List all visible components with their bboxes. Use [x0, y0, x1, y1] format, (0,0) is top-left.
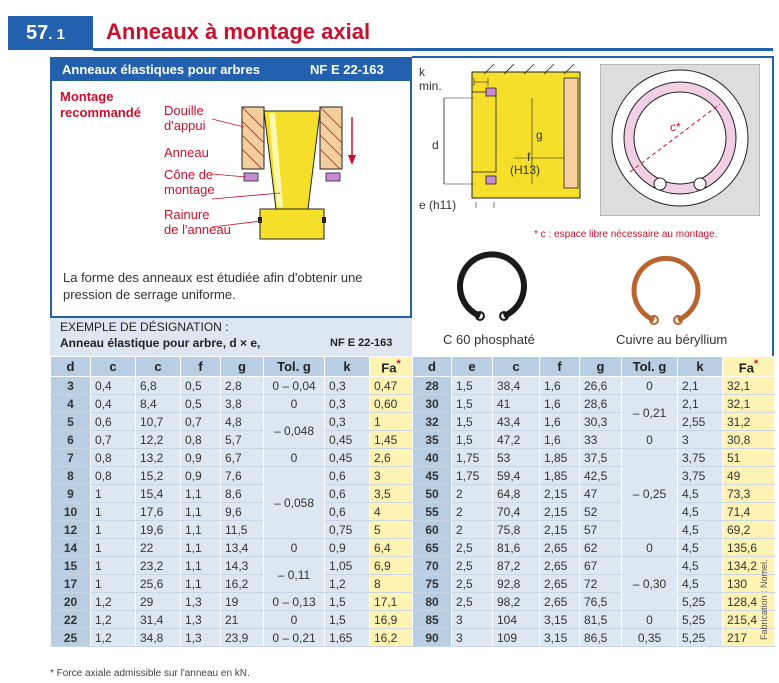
- cell-d: 9: [51, 485, 91, 503]
- cell-c2: 29: [136, 593, 181, 611]
- cell-e: 2,5: [452, 575, 493, 593]
- cell-f: 2,65: [540, 575, 580, 593]
- cell-c: 47,2: [493, 431, 540, 449]
- cell-d: 8: [51, 467, 91, 485]
- cell-c: 0,8: [91, 449, 136, 467]
- cell-g: 81,5: [580, 611, 622, 629]
- cell-g: 5,7: [221, 431, 264, 449]
- cell-f: 1,6: [540, 413, 580, 431]
- cell-f: 1,85: [540, 467, 580, 485]
- cell-k: 0,3: [325, 377, 370, 395]
- label-anneau: Anneau: [164, 145, 209, 160]
- label-rainure: Rainure de l'anneau: [164, 207, 231, 237]
- cell-c: 1: [91, 557, 136, 575]
- cell-f: 1,1: [181, 539, 221, 557]
- cell-f: 0,8: [181, 431, 221, 449]
- cell-c2: 13,2: [136, 449, 181, 467]
- label-min: min.: [419, 79, 442, 93]
- cell-k: 0,75: [325, 521, 370, 539]
- montage-title: Montage recommandé: [60, 89, 141, 120]
- cell-c2: 12,2: [136, 431, 181, 449]
- cell-e: 1,75: [452, 467, 493, 485]
- cell-c: 1,2: [91, 593, 136, 611]
- cell-f: 1,1: [181, 521, 221, 539]
- cell-f: 1,3: [181, 611, 221, 629]
- cell-c: 92,8: [493, 575, 540, 593]
- cell-tol-g: 0: [622, 377, 678, 395]
- cell-c: 43,4: [493, 413, 540, 431]
- cell-c: 87,2: [493, 557, 540, 575]
- cell-d: 32: [413, 413, 452, 431]
- cell-fa: 32,1: [723, 395, 775, 413]
- cell-fa: 16,2: [370, 629, 413, 647]
- montage-drawing: [212, 97, 362, 245]
- table-row: [51, 539, 775, 557]
- cell-f: 1,1: [181, 557, 221, 575]
- cell-f: 0,5: [181, 377, 221, 395]
- cell-c2: 10,7: [136, 413, 181, 431]
- cell-e: 1,5: [452, 413, 493, 431]
- cell-g: 72: [580, 575, 622, 593]
- cell-g: 13,4: [221, 539, 264, 557]
- cell-c: 1: [91, 575, 136, 593]
- cell-c2: 17,6: [136, 503, 181, 521]
- cell-tol-g: – 0,30: [622, 557, 678, 611]
- cell-c: 75,8: [493, 521, 540, 539]
- cell-c: 1,2: [91, 611, 136, 629]
- cell-c2: 15,4: [136, 485, 181, 503]
- cell-k: 4,5: [678, 539, 723, 557]
- cell-c2: 23,2: [136, 557, 181, 575]
- cell-fa: 69,2: [723, 521, 775, 539]
- cell-c: 98,2: [493, 593, 540, 611]
- cell-d: 75: [413, 575, 452, 593]
- cell-g: 33: [580, 431, 622, 449]
- cell-c: 70,4: [493, 503, 540, 521]
- cell-k: 1,5: [325, 593, 370, 611]
- ring-phosphate-caption: C 60 phosphaté: [443, 332, 535, 347]
- label-cone: Cône de montage: [164, 167, 215, 197]
- cell-tol-g: – 0,058: [264, 467, 325, 539]
- page-title: Anneaux à montage axial: [106, 19, 371, 44]
- cell-fa: 4: [370, 503, 413, 521]
- cell-g: 52: [580, 503, 622, 521]
- cell-fa: 6,9: [370, 557, 413, 575]
- cell-d: 80: [413, 593, 452, 611]
- cell-e: 1,5: [452, 431, 493, 449]
- cell-c2: 22: [136, 539, 181, 557]
- cell-g: 4,8: [221, 413, 264, 431]
- cell-d: 70: [413, 557, 452, 575]
- cell-e: 2,5: [452, 557, 493, 575]
- credit-text: Fabrication : Nomel.: [759, 559, 769, 640]
- cell-c: 41: [493, 395, 540, 413]
- cell-e: 1,5: [452, 395, 493, 413]
- cell-c: 53: [493, 449, 540, 467]
- col-header: k: [678, 357, 723, 377]
- cell-g: 9,6: [221, 503, 264, 521]
- cell-g: 14,3: [221, 557, 264, 575]
- cell-k: 1,5: [325, 611, 370, 629]
- designation-norm: NF E 22-163: [330, 337, 393, 349]
- panel-title: Anneaux élastiques pour arbres: [62, 62, 260, 77]
- cell-tol-g: 0 – 0,21: [264, 629, 325, 647]
- cell-fa: 3: [370, 467, 413, 485]
- cell-e: 2: [452, 485, 493, 503]
- cell-k: 3,75: [678, 449, 723, 467]
- cell-k: 4,5: [678, 521, 723, 539]
- cell-g: 57: [580, 521, 622, 539]
- clearance-note: * c : espace libre nécessaire au montage.: [534, 229, 718, 240]
- cell-g: 19: [221, 593, 264, 611]
- designation-heading: EXEMPLE DE DÉSIGNATION :: [60, 320, 229, 334]
- cell-g: 26,6: [580, 377, 622, 395]
- cell-fa: 32,1: [723, 377, 775, 395]
- cell-k: 0,9: [325, 539, 370, 557]
- ring-top-view: [600, 64, 760, 216]
- cell-fa: 215,4: [723, 611, 775, 629]
- cell-f: 2,15: [540, 503, 580, 521]
- cell-g: 16,2: [221, 575, 264, 593]
- section-number: 57. 1: [8, 16, 93, 50]
- cell-c2: 25,6: [136, 575, 181, 593]
- cell-c: 1: [91, 539, 136, 557]
- cell-fa: 2,6: [370, 449, 413, 467]
- label-douille: Douille d'appui: [164, 103, 206, 133]
- cell-e: 2,5: [452, 539, 493, 557]
- label-e: e (h11): [419, 198, 457, 212]
- cell-c: 1,2: [91, 629, 136, 647]
- cell-c2: 31,4: [136, 611, 181, 629]
- cell-tol-g: – 0,048: [264, 413, 325, 449]
- col-header: k: [325, 357, 370, 377]
- cell-f: 1,6: [540, 377, 580, 395]
- cell-fa: 71,4: [723, 503, 775, 521]
- col-header: d: [413, 357, 452, 377]
- cell-fa: 6,4: [370, 539, 413, 557]
- cell-c2: 8,4: [136, 395, 181, 413]
- cell-tol-g: 0: [622, 539, 678, 557]
- cell-e: 1,75: [452, 449, 493, 467]
- table-row: [51, 431, 775, 449]
- cell-fa: 31,2: [723, 413, 775, 431]
- panel-norm: NF E 22-163: [310, 62, 384, 77]
- table-header-row: [51, 357, 775, 377]
- cell-f: 1,3: [181, 629, 221, 647]
- cell-g: 11,5: [221, 521, 264, 539]
- footnote: * Force axiale admissible sur l'anneau en kN.: [50, 668, 250, 679]
- cell-d: 10: [51, 503, 91, 521]
- cell-g: 62: [580, 539, 622, 557]
- cell-f: 1,3: [181, 593, 221, 611]
- label-f: f: [527, 150, 531, 164]
- ring-phosphate-image: [452, 246, 532, 326]
- cell-e: 1,5: [452, 377, 493, 395]
- cell-tol-g: 0: [264, 611, 325, 629]
- cell-fa: 49: [723, 467, 775, 485]
- table-row: [51, 611, 775, 629]
- cell-fa: 128,4: [723, 593, 775, 611]
- cell-e: 3: [452, 629, 493, 647]
- cell-g: 2,8: [221, 377, 264, 395]
- cell-fa: 30,8: [723, 431, 775, 449]
- cell-fa: 134,2: [723, 557, 775, 575]
- cell-c: 59,4: [493, 467, 540, 485]
- cell-k: 5,25: [678, 611, 723, 629]
- cell-k: 3,75: [678, 467, 723, 485]
- cell-f: 1,6: [540, 395, 580, 413]
- cell-f: 1,1: [181, 575, 221, 593]
- cell-d: 14: [51, 539, 91, 557]
- cell-k: 1,05: [325, 557, 370, 575]
- cell-d: 22: [51, 611, 91, 629]
- cell-c: 0,4: [91, 395, 136, 413]
- cell-g: 47: [580, 485, 622, 503]
- cell-k: 1,65: [325, 629, 370, 647]
- cell-fa: 217: [723, 629, 775, 647]
- cell-tol-g: 0: [264, 539, 325, 557]
- cell-c: 0,6: [91, 413, 136, 431]
- cell-tol-g: – 0,25: [622, 449, 678, 539]
- label-c: c*: [670, 120, 681, 134]
- cell-d: 85: [413, 611, 452, 629]
- cell-k: 4,5: [678, 575, 723, 593]
- cell-d: 65: [413, 539, 452, 557]
- col-header: g: [221, 357, 264, 377]
- col-header: e: [452, 357, 493, 377]
- cell-d: 90: [413, 629, 452, 647]
- cell-k: 0,6: [325, 467, 370, 485]
- cell-d: 7: [51, 449, 91, 467]
- cell-d: 35: [413, 431, 452, 449]
- cell-tol-g: 0 – 0,04: [264, 377, 325, 395]
- cell-c: 0,7: [91, 431, 136, 449]
- cell-tol-g: – 0,11: [264, 557, 325, 593]
- cell-k: 0,45: [325, 449, 370, 467]
- cell-k: 2,1: [678, 377, 723, 395]
- cell-fa: 16,9: [370, 611, 413, 629]
- cell-f: 2,65: [540, 539, 580, 557]
- cell-f: 2,65: [540, 557, 580, 575]
- cell-f: 1,85: [540, 449, 580, 467]
- cell-d: 25: [51, 629, 91, 647]
- ring-beryllium-image: [626, 250, 706, 330]
- cell-e: 2: [452, 521, 493, 539]
- cell-f: 0,9: [181, 467, 221, 485]
- cell-f: 1,6: [540, 431, 580, 449]
- col-header: c: [136, 357, 181, 377]
- cell-e: 3: [452, 611, 493, 629]
- cell-tol-g: 0: [264, 449, 325, 467]
- cell-c2: 19,6: [136, 521, 181, 539]
- cell-k: 1,2: [325, 575, 370, 593]
- table-row: [51, 377, 775, 395]
- cell-fa: 0,47: [370, 377, 413, 395]
- cell-d: 40: [413, 449, 452, 467]
- section-diagram: [414, 58, 604, 220]
- cell-tol-g: 0: [622, 431, 678, 449]
- cell-g: 3,8: [221, 395, 264, 413]
- cell-c: 0,8: [91, 467, 136, 485]
- header-rule: [93, 48, 773, 51]
- designation-example: Anneau élastique pour arbre, d × e,: [60, 336, 261, 350]
- cell-fa: 130: [723, 575, 775, 593]
- cell-fa: 51: [723, 449, 775, 467]
- col-header: f: [540, 357, 580, 377]
- cell-k: 0,6: [325, 503, 370, 521]
- cell-tol-g: 0: [264, 395, 325, 413]
- col-header: c: [91, 357, 136, 377]
- montage-panel: [50, 57, 412, 318]
- cell-g: 6,7: [221, 449, 264, 467]
- ring-beryllium-caption: Cuivre au béryllium: [616, 332, 728, 347]
- table-row: [51, 395, 775, 413]
- cell-f: 2,15: [540, 485, 580, 503]
- cell-g: 86,5: [580, 629, 622, 647]
- cell-f: 0,5: [181, 395, 221, 413]
- cell-e: 2: [452, 503, 493, 521]
- cell-c2: 15,2: [136, 467, 181, 485]
- cell-g: 30,3: [580, 413, 622, 431]
- table-row: [51, 629, 775, 647]
- cell-g: 42,5: [580, 467, 622, 485]
- cell-d: 60: [413, 521, 452, 539]
- col-header-fa: Fa*: [370, 357, 413, 377]
- cell-c: 81,6: [493, 539, 540, 557]
- cell-tol-g: 0: [622, 611, 678, 629]
- description-text: La forme des anneaux est étudiée afin d'obtenir une pression de serrage uniforme.: [63, 270, 363, 302]
- label-h13: (H13): [510, 163, 541, 177]
- cell-g: 23,9: [221, 629, 264, 647]
- cell-c: 109: [493, 629, 540, 647]
- cell-c: 64,8: [493, 485, 540, 503]
- cell-c: 104: [493, 611, 540, 629]
- cell-fa: 1: [370, 413, 413, 431]
- cell-d: 5: [51, 413, 91, 431]
- col-header: g: [580, 357, 622, 377]
- cell-c: 1: [91, 521, 136, 539]
- cell-g: 67: [580, 557, 622, 575]
- cell-g: 37,5: [580, 449, 622, 467]
- cell-f: 0,9: [181, 449, 221, 467]
- label-d: d: [432, 138, 439, 152]
- cell-fa: 135,6: [723, 539, 775, 557]
- cell-tol-g: 0 – 0,13: [264, 593, 325, 611]
- cell-f: 2,15: [540, 521, 580, 539]
- designation-box: [50, 318, 412, 356]
- col-header: Tol. g: [622, 357, 678, 377]
- panel-title-bar: [52, 59, 410, 81]
- cell-k: 0,45: [325, 431, 370, 449]
- col-header: c: [493, 357, 540, 377]
- cell-d: 45: [413, 467, 452, 485]
- cell-f: 1,1: [181, 503, 221, 521]
- cell-k: 3: [678, 431, 723, 449]
- cell-k: 2,1: [678, 395, 723, 413]
- cell-k: 5,25: [678, 593, 723, 611]
- cell-g: 21: [221, 611, 264, 629]
- cell-d: 28: [413, 377, 452, 395]
- col-header: d: [51, 357, 91, 377]
- cell-f: 1,1: [181, 485, 221, 503]
- cell-d: 15: [51, 557, 91, 575]
- cell-d: 6: [51, 431, 91, 449]
- cell-fa: 73,3: [723, 485, 775, 503]
- cell-k: 0,6: [325, 485, 370, 503]
- cell-fa: 8: [370, 575, 413, 593]
- cell-g: 7,6: [221, 467, 264, 485]
- cell-d: 30: [413, 395, 452, 413]
- cell-k: 4,5: [678, 485, 723, 503]
- cell-k: 0,3: [325, 395, 370, 413]
- label-g: g: [536, 128, 543, 142]
- cell-f: 3,15: [540, 629, 580, 647]
- cell-c2: 34,8: [136, 629, 181, 647]
- cell-g: 76,5: [580, 593, 622, 611]
- cell-d: 50: [413, 485, 452, 503]
- table-row: [51, 449, 775, 467]
- cell-c: 1: [91, 503, 136, 521]
- cell-c: 38,4: [493, 377, 540, 395]
- cell-k: 5,25: [678, 629, 723, 647]
- cell-d: 3: [51, 377, 91, 395]
- cell-tol-g: 0,35: [622, 629, 678, 647]
- col-header: f: [181, 357, 221, 377]
- cell-k: 2,55: [678, 413, 723, 431]
- cell-k: 4,5: [678, 557, 723, 575]
- cell-c: 1: [91, 485, 136, 503]
- cell-fa: 1,45: [370, 431, 413, 449]
- cell-k: 0,3: [325, 413, 370, 431]
- cell-d: 4: [51, 395, 91, 413]
- cell-g: 28,6: [580, 395, 622, 413]
- label-k: k: [419, 65, 425, 79]
- cell-d: 20: [51, 593, 91, 611]
- cell-f: 0,7: [181, 413, 221, 431]
- col-header-fa: Fa*: [723, 357, 775, 377]
- cell-d: 12: [51, 521, 91, 539]
- cell-fa: 17,1: [370, 593, 413, 611]
- cell-fa: 3,5: [370, 485, 413, 503]
- cell-c2: 6,8: [136, 377, 181, 395]
- cell-d: 17: [51, 575, 91, 593]
- cell-tol-g: – 0,21: [622, 395, 678, 431]
- cell-g: 8,6: [221, 485, 264, 503]
- cell-fa: 5: [370, 521, 413, 539]
- cell-f: 2,65: [540, 593, 580, 611]
- col-header: Tol. g: [264, 357, 325, 377]
- cell-fa: 0,60: [370, 395, 413, 413]
- cell-d: 55: [413, 503, 452, 521]
- cell-f: 3,15: [540, 611, 580, 629]
- cell-e: 2,5: [452, 593, 493, 611]
- table-row: [51, 557, 775, 575]
- cell-c: 0,4: [91, 377, 136, 395]
- dimensions-table: [50, 356, 775, 647]
- cell-k: 4,5: [678, 503, 723, 521]
